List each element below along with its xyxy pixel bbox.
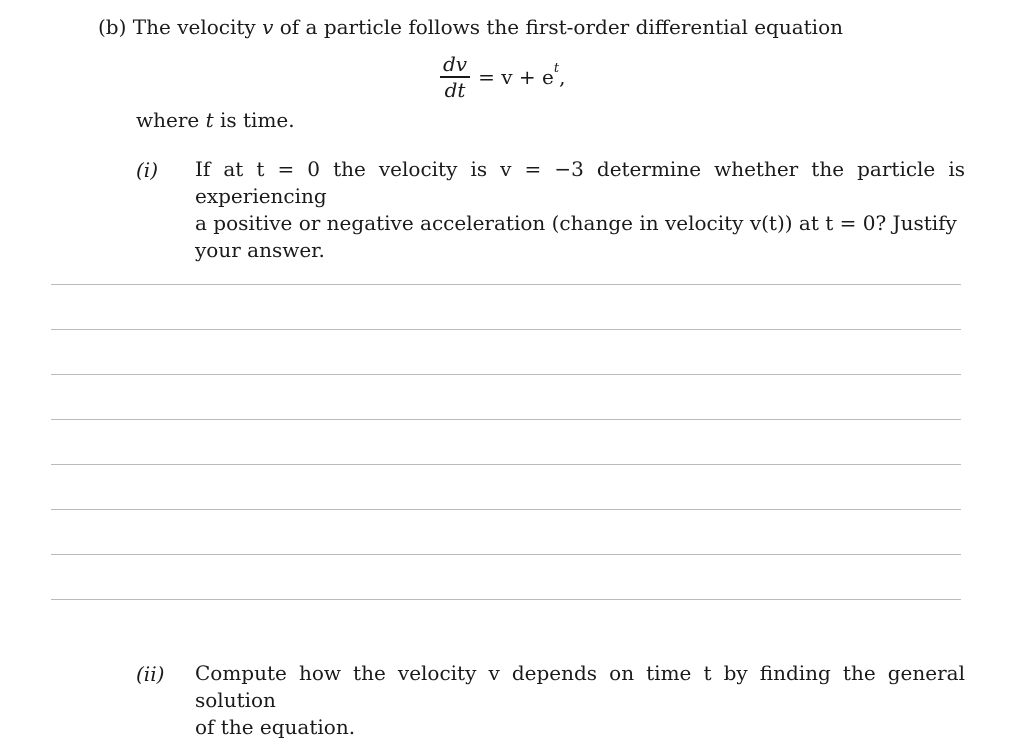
part-i-label-text: (i) — [136, 158, 159, 182]
answer-line — [51, 599, 961, 600]
answer-line — [51, 554, 961, 555]
part-i-line-1: If at t = 0 the velocity is v = −3 determine whether the particle is experiencing — [195, 157, 965, 208]
answer-line — [51, 374, 961, 375]
equation-rhs — [478, 61, 566, 89]
answer-line — [51, 329, 961, 330]
answer-line — [51, 284, 961, 285]
derivative-fraction — [440, 52, 470, 101]
part-ii-label-text: (ii) — [136, 662, 165, 686]
part-ii-label — [136, 660, 164, 688]
rhs-prefix: = v + e — [478, 65, 554, 89]
part-ii-line-1: Compute how the velocity v depends on time t by finding the general solution — [195, 661, 965, 712]
answer-lines[interactable] — [51, 284, 961, 644]
answer-line — [51, 419, 961, 420]
intro-var-v: v — [262, 15, 274, 39]
where-text-after: is time. — [213, 108, 295, 132]
part-i-text — [195, 156, 965, 264]
part-ii-text — [195, 660, 965, 741]
where-var-t: t — [205, 108, 214, 132]
fraction-numerator: dv — [443, 52, 468, 77]
part-i-line-3: your answer. — [195, 238, 325, 262]
question-intro — [98, 13, 843, 41]
rhs-suffix: , — [559, 65, 566, 89]
question-label: (b) — [98, 15, 127, 39]
rhs-exponent: t — [553, 61, 560, 77]
part-ii-line-2: of the equation. — [195, 715, 356, 739]
differential-equation — [440, 46, 565, 108]
answer-line — [51, 464, 961, 465]
where-text-before: where — [136, 108, 206, 132]
fraction-denominator: dt — [444, 77, 466, 102]
part-i-label — [136, 156, 158, 184]
answer-line — [51, 509, 961, 510]
where-clause — [136, 106, 295, 134]
intro-text-after: of a particle follows the first-order differential equation — [273, 15, 844, 39]
part-i-line-2: a positive or negative acceleration (change in velocity v(t)) at t = 0? Justify — [195, 211, 957, 235]
intro-text-before: The velocity — [126, 15, 263, 39]
